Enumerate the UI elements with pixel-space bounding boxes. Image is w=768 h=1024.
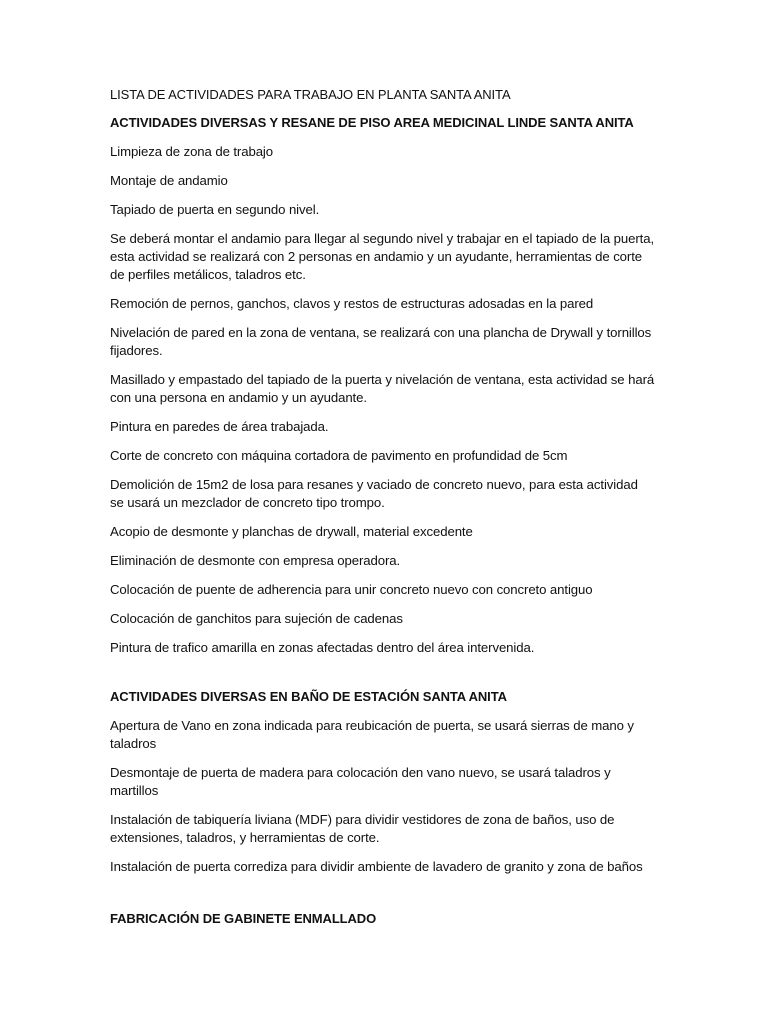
activity-item: Masillado y empastado del tapiado de la puerta y nivelación de ventana, esta actividad se hará con una persona en andamio y un ayudante. xyxy=(110,372,655,405)
activity-item: Demolición de 15m2 de losa para resanes y vaciado de concreto nuevo, para esta actividad se usará un mezclador de concreto tipo trompo. xyxy=(110,477,638,510)
activity-item: Corte de concreto con máquina cortadora de pavimento en profundidad de 5cm xyxy=(110,448,568,463)
activity-item: Limpieza de zona de trabajo xyxy=(110,144,273,159)
activity-item: Tapiado de puerta en segundo nivel. xyxy=(110,202,320,217)
activity-item: Acopio de desmonte y planchas de drywall, material excedente xyxy=(110,524,473,539)
document-page xyxy=(110,86,655,939)
section-heading-medicinal: ACTIVIDADES DIVERSAS Y RESANE DE PISO AREA MEDICINAL LINDE SANTA ANITA xyxy=(110,115,634,130)
activity-item: Pintura de trafico amarilla en zonas afectadas dentro del área intervenida. xyxy=(110,640,535,655)
activity-item: Remoción de pernos, ganchos, clavos y restos de estructuras adosadas en la pared xyxy=(110,296,594,311)
activity-item: Se deberá montar el andamio para llegar al segundo nivel y trabajar en el tapiado de la puerta, esta actividad se realizará con 2 personas en andamio y un ayudante, herramientas de corte de perfiles metálicos, taladros etc. xyxy=(110,231,655,282)
activity-item: Instalación de tabiquería liviana (MDF) para dividir vestidores de zona de baños, uso de extensiones, taladros, y herramientas de corte. xyxy=(110,812,615,845)
activity-item: Colocación de ganchitos para sujeción de cadenas xyxy=(110,611,403,626)
activity-item: Apertura de Vano en zona indicada para reubicación de puerta, se usará sierras de mano y taladros xyxy=(110,718,634,751)
section-heading-bano: ACTIVIDADES DIVERSAS EN BAÑO DE ESTACIÓN SANTA ANITA xyxy=(110,689,507,704)
activity-item: Instalación de puerta corrediza para dividir ambiente de lavadero de granito y zona de baños xyxy=(110,859,643,874)
activity-item: Eliminación de desmonte con empresa operadora. xyxy=(110,553,401,568)
activity-item: Desmontaje de puerta de madera para colocación den vano nuevo, se usará taladros y martillos xyxy=(110,765,611,798)
activity-item: Colocación de puente de adherencia para unir concreto nuevo con concreto antiguo xyxy=(110,582,593,597)
activity-item: Pintura en paredes de área trabajada. xyxy=(110,419,329,434)
document-title: LISTA DE ACTIVIDADES PARA TRABAJO EN PLANTA SANTA ANITA xyxy=(110,87,511,102)
activity-item: Montaje de andamio xyxy=(110,173,228,188)
activity-item: Nivelación de pared en la zona de ventana, se realizará con una plancha de Drywall y tornillos fijadores. xyxy=(110,325,652,358)
section-heading-gabinete: FABRICACIÓN DE GABINETE ENMALLADO xyxy=(110,911,377,926)
